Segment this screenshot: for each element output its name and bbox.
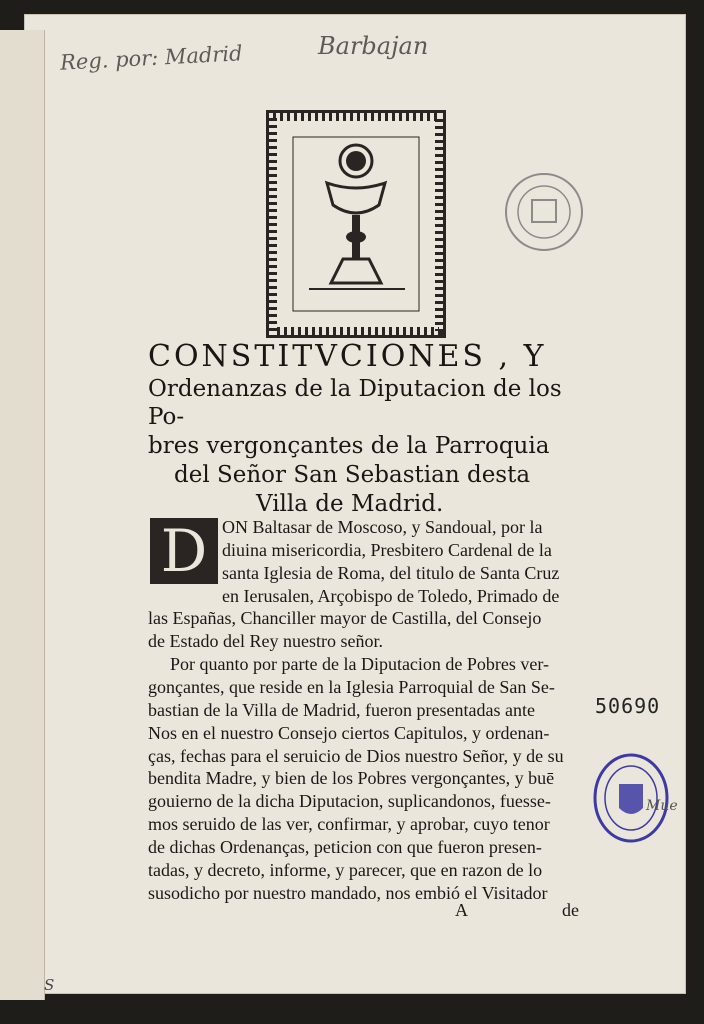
body-line: mos seruido de las ver, confirmar, y aprobar, cuyo tenor — [148, 814, 550, 835]
body-line: gouierno de la dicha Diputacion, suplicandonos, fuesse- — [148, 791, 551, 812]
ex-libris-stamp-icon — [502, 170, 586, 254]
body-line: santa Iglesia de Roma, del titulo de Santa Cruz — [222, 562, 560, 583]
body-line: en Ierusalen, Arçobispo de Toledo, Primado de — [222, 585, 560, 606]
body-line: gonçantes, que reside en la Iglesia Parroquial de San Se- — [148, 677, 555, 698]
title-line-5: Villa de Madrid. — [256, 490, 444, 517]
manuscript-stamp-note: Mue — [646, 798, 678, 814]
margin-mark: S — [44, 976, 55, 994]
body-line: las Españas, Chanciller mayor de Castilla, del Consejo — [148, 608, 542, 629]
body-line: ças, fechas para el seruicio de Dios nuestro Señor, y de su — [148, 745, 564, 766]
body-line: susodicho por nuestro mandado, nos embió el Visitador — [148, 882, 548, 903]
title-line-2: Ordenanzas de la Diputacion de los Po- — [148, 375, 562, 431]
page-left-edge — [0, 30, 45, 1000]
drop-capital: D — [150, 518, 218, 584]
body-line: bastian de la Villa de Madrid, fueron presentadas ante — [148, 699, 535, 720]
manuscript-note-right: Barbajan — [318, 32, 429, 60]
document-title — [148, 340, 588, 518]
body-line: bendita Madre, y bien de los Pobres vergonçantes, y buē — [148, 768, 555, 789]
manuscript-note-left: Reg. por: Madrid — [59, 41, 244, 75]
body-line: ON Baltasar de Moscoso, y Sandoual, por la — [222, 517, 543, 537]
catchword: de — [562, 900, 579, 920]
body-line: de Estado del Rey nuestro señor. — [148, 631, 383, 652]
body-line: Nos en el nuestro Consejo ciertos Capitulos, y ordenan- — [148, 722, 550, 743]
chalice-woodcut-ornament — [266, 110, 446, 338]
shelfmark-number: 50690 — [595, 694, 661, 718]
body-text — [148, 516, 580, 905]
body-line: tadas, y decreto, informe, y parecer, que en razon de lo — [148, 859, 543, 880]
title-line-3: bres vergonçantes de la Parroquia — [148, 433, 550, 459]
chalice-icon — [269, 113, 443, 335]
body-line: de dichas Ordenanças, peticion con que fueron presen- — [148, 837, 542, 858]
title-line-4: del Señor San Sebastian desta — [174, 461, 531, 488]
signature-mark: A — [455, 900, 468, 920]
title-line-1: CONSTITVCIONES , Y — [148, 339, 547, 374]
body-line: Por quanto por parte de la Diputacion de Pobres ver- — [170, 654, 550, 675]
body-line: diuina misericordia, Presbitero Cardenal de la — [222, 539, 552, 560]
